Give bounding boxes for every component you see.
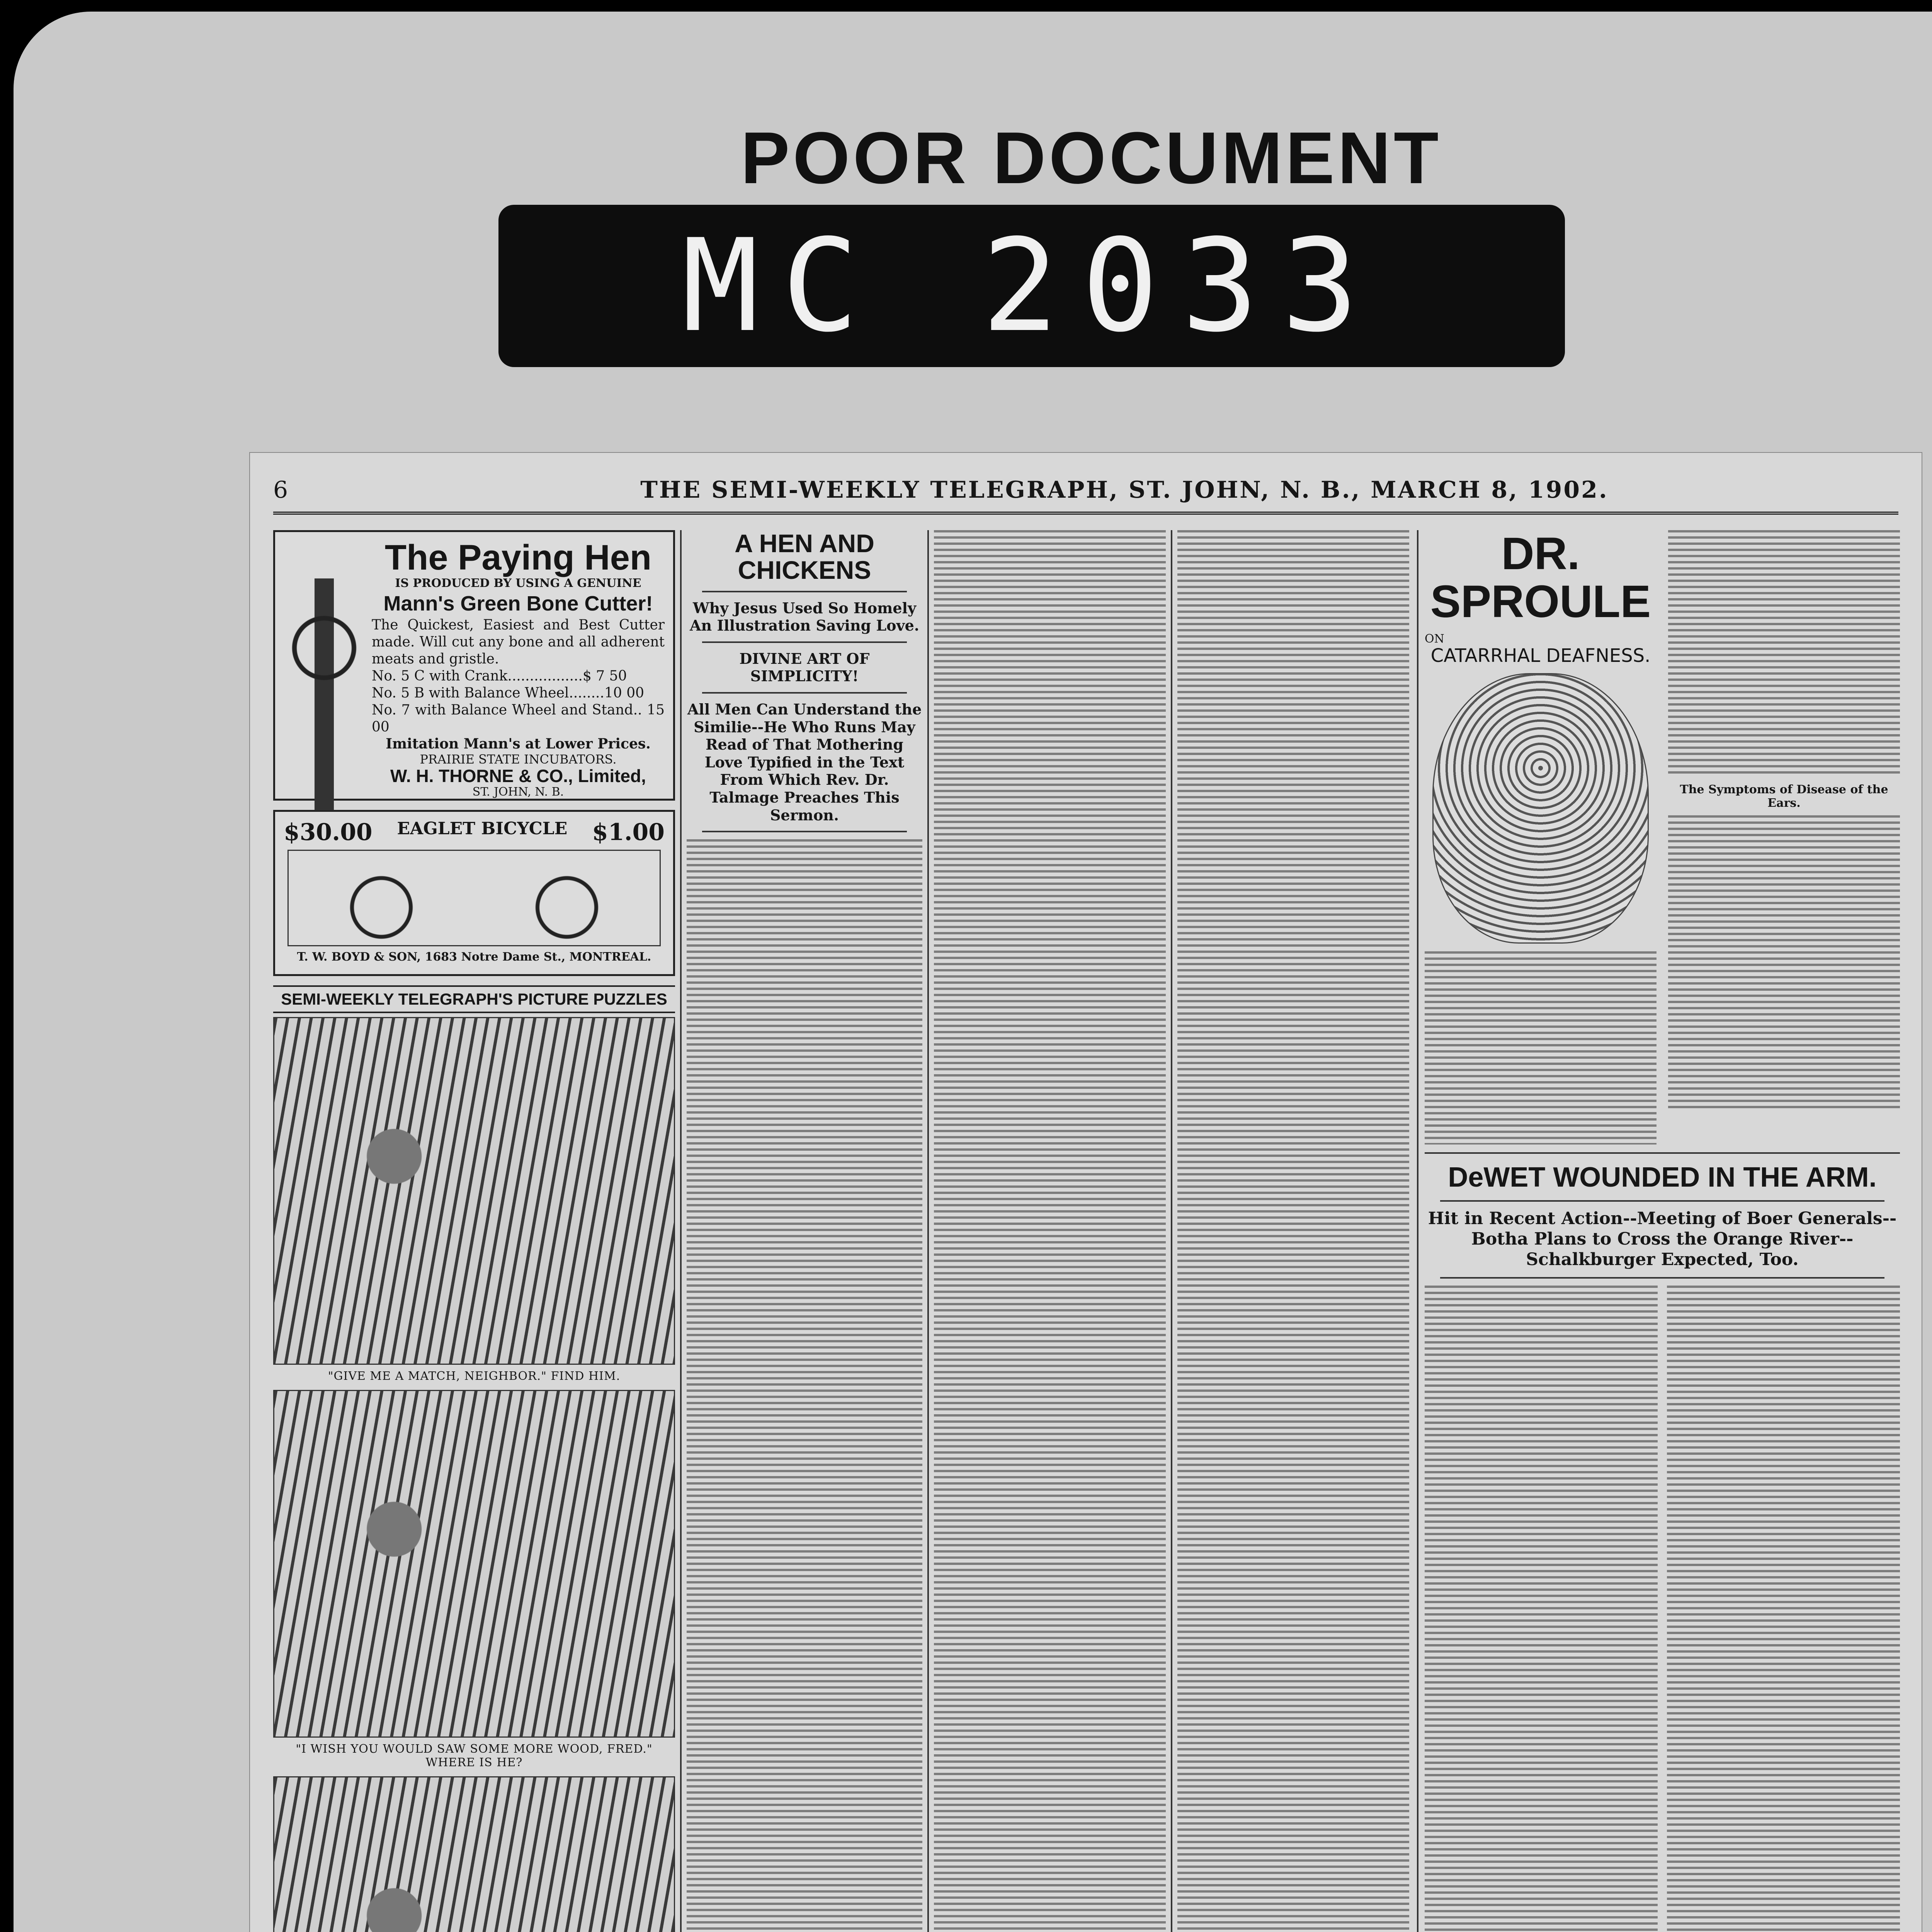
puzzles-header: SEMI-WEEKLY TELEGRAPH'S PICTURE PUZZLES	[273, 985, 675, 1013]
puzzle-caption-2: "I WISH YOU WOULD SAW SOME MORE WOOD, FRED." WHERE IS HE?	[296, 1742, 653, 1769]
puzzle-caption-1: "GIVE ME A MATCH, NEIGHBOR." FIND HIM.	[328, 1369, 621, 1383]
masthead-title: THE SEMI-WEEKLY TELEGRAPH, ST. JOHN, N. B., MARCH 8, 1902.	[640, 476, 1609, 503]
sproule-symptoms-title: The Symptoms of Disease of the Ears.	[1680, 783, 1888, 810]
ad-bicycle-price-2: $1.00	[592, 819, 665, 846]
ad-hen-company: W. H. THORNE & CO., Limited,	[390, 765, 646, 786]
poor-document-label: POOR DOCUMENT	[741, 117, 1442, 199]
sermon-end-text	[1177, 530, 1409, 1932]
sermon-deck-2: DIVINE ART OF SIMPLICITY!	[739, 650, 870, 685]
column-rule	[927, 530, 929, 1932]
divider	[1440, 1200, 1884, 1202]
ad-hen-price-1: No. 5 C with Crank.................$ 7 50	[372, 668, 627, 684]
divider	[1440, 1277, 1884, 1279]
column-sermon-continued	[934, 530, 1166, 1932]
sproule-title: DR. SPROULE	[1430, 530, 1651, 627]
masthead	[273, 468, 1898, 515]
dewet-text-left	[1425, 1286, 1658, 1932]
ad-hen-tagline: The Quickest, Easiest and Best Cutter made. Will cut any bone and all adherent meats and gristle.	[372, 617, 665, 667]
bone-cutter-illustration	[280, 578, 369, 810]
ad-hen-incubators: PRAIRIE STATE INCUBATORS.	[420, 752, 617, 767]
sproule-on: ON	[1425, 632, 1444, 646]
page-number: 6	[273, 476, 288, 503]
ad-hen-produced: IS PRODUCED BY USING A GENUINE	[395, 576, 641, 590]
divider	[702, 692, 907, 694]
column-sermon-end	[1177, 530, 1409, 1932]
dewet-text-right	[1667, 1286, 1900, 1932]
column-sproule-dewet	[1425, 530, 1900, 1932]
sproule-symptoms-list	[1668, 815, 1900, 1109]
dewet-deck: Hit in Recent Action--Meeting of Boer Generals--Botha Plans to Cross the Orange River--Schalkburger Expected, Too.	[1428, 1209, 1897, 1269]
ad-bicycle-footer: T. W. BOYD & SON, 1683 Notre Dame St., MONTREAL.	[297, 950, 651, 964]
sproule-topic: CATARRHAL DEAFNESS.	[1430, 645, 1651, 667]
microfilm-code-label: MC 2033	[498, 205, 1565, 367]
bicycle-illustration	[287, 850, 661, 946]
ad-hen-city: ST. JOHN, N. B.	[472, 785, 564, 799]
ad-bicycle-prices	[284, 819, 665, 846]
divider	[1425, 1152, 1900, 1154]
column-ads-puzzles	[273, 530, 675, 1932]
sermon-deck-3: All Men Can Understand the Similie--He Who Runs May Read of That Mothering Love Typified in the Text From Which Rev. Dr. Talmage Preaches This Sermon.	[687, 700, 922, 824]
column-rule	[1417, 530, 1418, 1932]
sermon-continued-text	[934, 530, 1166, 1932]
ad-sproule	[1425, 530, 1900, 1145]
ad-paying-hen	[273, 530, 675, 801]
ad-hen-title: The Paying Hen	[384, 538, 652, 577]
ad-sproule-left	[1425, 530, 1656, 1145]
divider	[702, 641, 907, 643]
puzzle-image-2	[273, 1390, 675, 1738]
ad-sproule-right	[1668, 530, 1900, 1145]
newspaper-page	[249, 452, 1922, 1932]
column-rule	[1171, 530, 1172, 1932]
dewet-body	[1425, 1286, 1900, 1932]
column-sermon	[687, 530, 922, 1932]
ad-hen-product: Mann's Green Bone Cutter!	[383, 592, 653, 615]
dewet-title: DeWET WOUNDED IN THE ARM.	[1448, 1162, 1877, 1193]
sermon-body-text	[687, 839, 922, 1932]
puzzle-image-3	[273, 1776, 675, 1932]
ad-bicycle-price-1: $30.00	[284, 819, 372, 846]
ad-hen-price-2: No. 5 B with Balance Wheel........10 00	[372, 685, 645, 701]
brain-illustration	[1432, 673, 1649, 944]
sermon-deck-1: Why Jesus Used So Homely An Illustration Saving Love.	[690, 599, 919, 634]
microfilm-frame	[14, 12, 1932, 1932]
ad-hen-price-3: No. 7 with Balance Wheel and Stand.. 15 00	[372, 702, 665, 735]
ad-hen-imitation: Imitation Mann's at Lower Prices.	[386, 735, 651, 752]
ad-bicycle	[273, 810, 675, 976]
column-rule	[680, 530, 682, 1932]
sproule-text	[1425, 951, 1656, 1145]
divider	[702, 831, 907, 832]
sermon-title: A HEN AND CHICKENS	[735, 530, 874, 585]
divider	[702, 591, 907, 592]
puzzle-image-1	[273, 1017, 675, 1365]
sproule-intro-text	[1668, 530, 1900, 777]
ad-bicycle-brand: EAGLET BICYCLE	[397, 819, 568, 838]
